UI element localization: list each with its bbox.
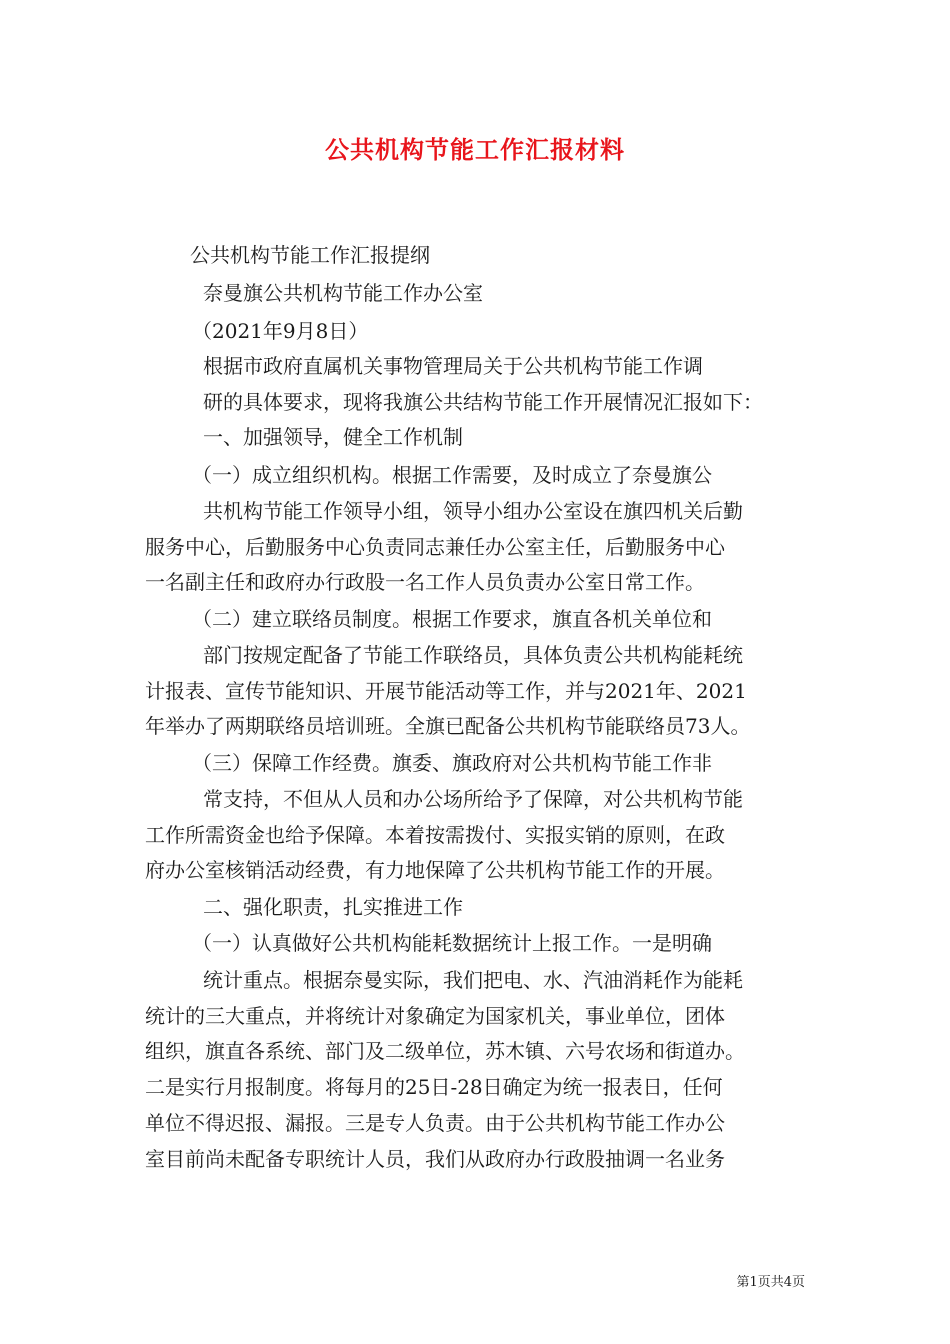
body-line: 共机构节能工作领导小组，领导小组办公室设在旗四机关后勤 [203,499,743,523]
body-line: 二是实行月报制度。将每月的25日-28日确定为统一报表日，任何 [145,1075,723,1099]
body-line: 统计的三大重点，并将统计对象确定为国家机关，事业单位，团体 [145,1004,725,1028]
body-line: 府办公室核销活动经费，有力地保障了公共机构节能工作的开展。 [145,858,725,882]
body-line: 奈曼旗公共机构节能工作办公室 [203,281,483,305]
document-title: 公共机构节能工作汇报材料 [325,136,625,164]
body-line: 统计重点。根据奈曼实际，我们把电、水、汽油消耗作为能耗 [203,968,743,992]
body-line: 计报表、宣传节能知识、开展节能活动等工作，并与2021年、2021 [145,679,747,703]
body-line: 部门按规定配备了节能工作联络员，具体负责公共机构能耗统 [203,643,743,667]
body-line: 二、强化职责，扎实推进工作 [203,895,463,919]
body-line: 一名副主任和政府办行政股一名工作人员负责办公室日常工作。 [145,570,705,594]
body-line: 室目前尚未配备专职统计人员，我们从政府办行政股抽调一名业务 [145,1147,725,1171]
body-line: 单位不得迟报、漏报。三是专人负责。由于公共机构节能工作办公 [145,1111,725,1135]
body-line: 公共机构节能工作汇报提纲 [190,243,430,267]
body-line: 年举办了两期联络员培训班。全旗已配备公共机构节能联络员73人。 [145,714,751,738]
body-line: 工作所需资金也给予保障。本着按需拨付、实报实销的原则，在政 [145,823,725,847]
body-line: （一）成立组织机构。根据工作需要，及时成立了奈曼旗公 [192,463,712,487]
body-line: （2021年9月8日） [192,319,369,343]
body-line: 组织，旗直各系统、部门及二级单位，苏木镇、六号农场和街道办。 [145,1039,745,1063]
body-line: （二）建立联络员制度。根据工作要求，旗直各机关单位和 [192,607,712,631]
body-line: 常支持，不但从人员和办公场所给予了保障，对公共机构节能 [203,787,743,811]
body-line: 一、加强领导，健全工作机制 [203,425,463,449]
body-line: （一）认真做好公共机构能耗数据统计上报工作。一是明确 [192,931,712,955]
body-line: 研的具体要求，现将我旗公共结构节能工作开展情况汇报如下： [203,390,763,414]
page-number: 第1页共4页 [736,1275,805,1290]
body-line: 服务中心，后勤服务中心负责同志兼任办公室主任，后勤服务中心 [145,535,725,559]
body-line: 根据市政府直属机关事物管理局关于公共机构节能工作调 [203,354,703,378]
body-line: （三）保障工作经费。旗委、旗政府对公共机构节能工作非 [192,751,712,775]
